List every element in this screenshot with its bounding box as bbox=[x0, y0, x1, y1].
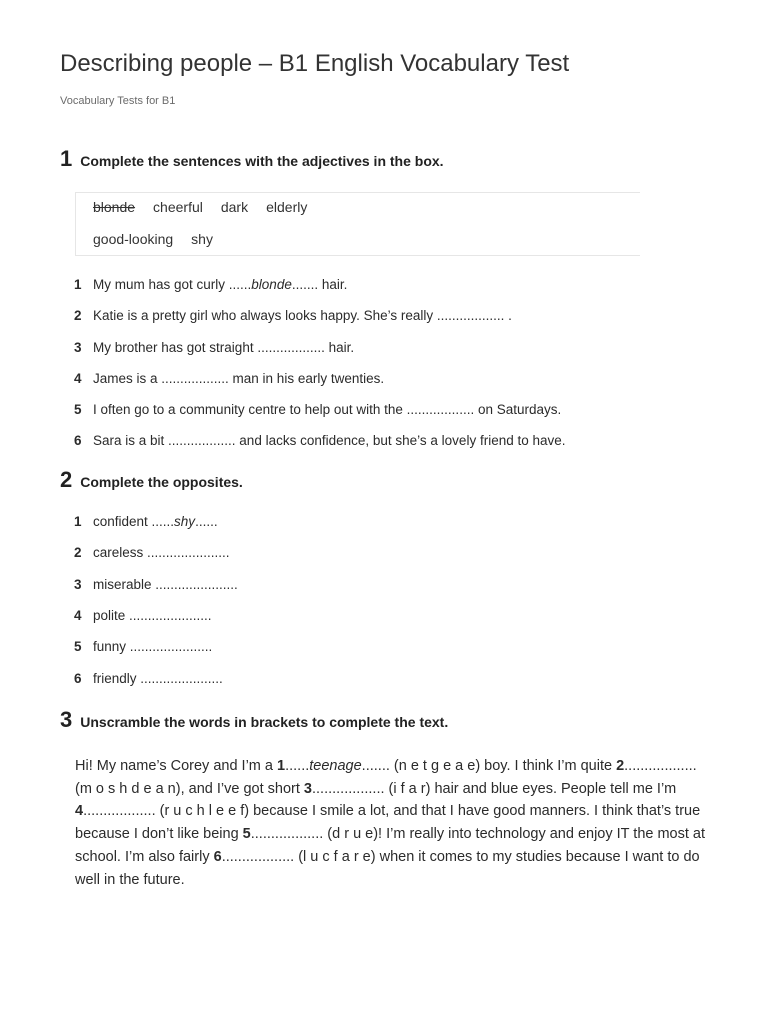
gap-answer: teenage bbox=[309, 758, 362, 774]
item-text-after: ...... bbox=[195, 514, 218, 529]
word-box-word: elderly bbox=[266, 199, 308, 215]
item-text-before: confident ...... bbox=[93, 514, 175, 529]
paragraph-text: .................. (d r u e)! I’m really into technology and enjoy IT the most at school. I’m also fairly bbox=[75, 826, 706, 865]
section-number: 1 bbox=[60, 146, 73, 171]
section-2-heading bbox=[60, 467, 243, 493]
item-text: funny ...................... bbox=[93, 639, 213, 654]
item-text-after: ....... hair. bbox=[291, 277, 348, 292]
paragraph-text: ....... (n e t g e a e) boy. I think I’m quite bbox=[361, 758, 617, 774]
gap-number: 3 bbox=[303, 780, 312, 797]
item-text: miserable ...................... bbox=[93, 577, 238, 592]
word-box-word: good-looking bbox=[93, 231, 174, 247]
paragraph-text: .................. (m o s h d e a n), and I’ve got short bbox=[75, 758, 697, 797]
paragraph-text: ...... bbox=[285, 758, 310, 774]
list-item bbox=[74, 639, 212, 654]
item-text: friendly ...................... bbox=[93, 671, 223, 686]
word-box bbox=[75, 192, 640, 256]
item-text: My brother has got straight .................. hair. bbox=[93, 340, 355, 355]
item-answer: shy bbox=[174, 514, 196, 529]
item-text: I often go to a community centre to help out with the .................. on Saturdays. bbox=[93, 402, 562, 417]
list-item bbox=[74, 545, 230, 560]
section-instruction: Complete the sentences with the adjectives in the box. bbox=[80, 153, 444, 169]
list-item bbox=[74, 277, 347, 292]
section-instruction: Unscramble the words in brackets to complete the text. bbox=[80, 714, 449, 730]
list-item bbox=[74, 340, 354, 355]
gap-number: 5 bbox=[242, 826, 251, 843]
paragraph-text: .................. (i f a r) hair and blue eyes. People tell me I’m bbox=[311, 780, 677, 797]
section-number: 2 bbox=[60, 467, 73, 492]
gap-number: 6 bbox=[213, 848, 222, 865]
page-title: Describing people – B1 English Vocabulary Test bbox=[60, 50, 570, 77]
item-number: 1 bbox=[74, 277, 82, 292]
gap-fill-paragraph bbox=[75, 755, 715, 891]
item-text-before: My mum has got curly ...... bbox=[93, 277, 252, 292]
section-1-heading bbox=[60, 146, 444, 172]
list-item bbox=[74, 577, 238, 592]
list-item bbox=[74, 371, 384, 386]
gap-number: 2 bbox=[616, 758, 625, 774]
paragraph-text: .................. (l u c f a r e) when it comes to my studies because I want to do well in the future. bbox=[75, 848, 700, 888]
item-number: 6 bbox=[74, 671, 82, 686]
list-item bbox=[74, 608, 212, 623]
word-box-row bbox=[93, 231, 231, 247]
section-3-heading bbox=[60, 707, 448, 733]
word-box-word: shy bbox=[191, 231, 213, 247]
item-number: 3 bbox=[74, 577, 82, 592]
section-instruction: Complete the opposites. bbox=[80, 474, 243, 490]
item-text: Sara is a bit .................. and lacks confidence, but she’s a lovely friend to have. bbox=[93, 433, 566, 448]
page-subtitle: Vocabulary Tests for B1 bbox=[60, 95, 176, 107]
item-number: 5 bbox=[74, 639, 82, 654]
section-number: 3 bbox=[60, 707, 73, 732]
item-text: James is a .................. man in his early twenties. bbox=[93, 371, 385, 386]
item-number: 6 bbox=[74, 433, 82, 448]
paragraph-text: Hi! My name’s Corey and I’m a bbox=[75, 758, 277, 774]
item-text: Katie is a pretty girl who always looks happy. She’s really .................. . bbox=[93, 308, 512, 323]
word-box-word: blonde bbox=[93, 199, 136, 215]
word-box-word: cheerful bbox=[153, 199, 203, 215]
item-number: 2 bbox=[74, 308, 82, 323]
list-item bbox=[74, 402, 561, 417]
gap-number: 4 bbox=[75, 803, 84, 820]
item-text bbox=[93, 277, 347, 292]
word-box-row bbox=[93, 199, 325, 215]
item-number: 4 bbox=[74, 371, 82, 386]
item-text bbox=[93, 514, 218, 529]
item-answer: blonde bbox=[251, 277, 292, 292]
paragraph-text: .................. (r u c h l e e f) because I smile a lot, and that I have good manners. I think that’s true because I don’t like being bbox=[75, 803, 701, 843]
item-number: 2 bbox=[74, 545, 82, 560]
list-item bbox=[74, 308, 512, 323]
item-number: 5 bbox=[74, 402, 82, 417]
list-item bbox=[74, 514, 218, 529]
list-item bbox=[74, 433, 566, 448]
item-number: 4 bbox=[74, 608, 82, 623]
item-number: 3 bbox=[74, 340, 82, 355]
item-number: 1 bbox=[74, 514, 82, 529]
list-item bbox=[74, 671, 223, 686]
item-text: polite ...................... bbox=[93, 608, 212, 623]
word-box-word: dark bbox=[220, 199, 249, 215]
item-text: careless ...................... bbox=[93, 545, 230, 560]
gap-number: 1 bbox=[277, 758, 286, 774]
